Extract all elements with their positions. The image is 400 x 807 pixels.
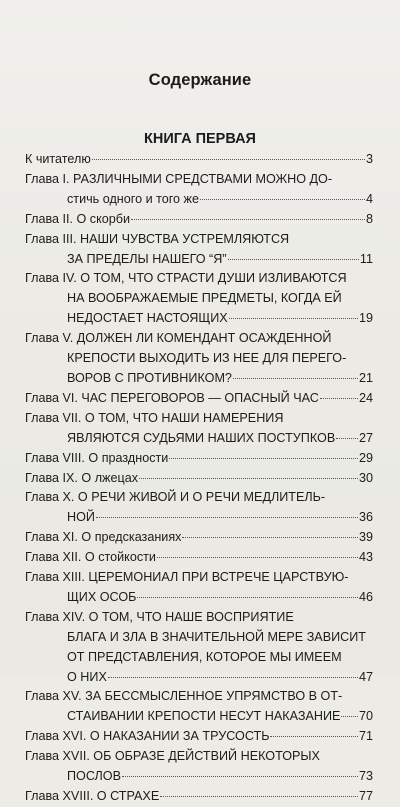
toc-entry-title: ОТ ПРЕДСТАВЛЕНИЯ, КОТОРОЕ МЫ ИМЕЕМ: [67, 649, 342, 664]
toc-entry: [25, 747, 373, 787]
toc-entry-title: Глава I. РАЗЛИЧНЫМИ СРЕДСТВАМИ МОЖНО ДО-: [25, 171, 333, 186]
toc-page-number: 71: [358, 729, 373, 744]
toc-entry-title: ВОРОВ С ПРОТИВНИКОМ?: [67, 370, 232, 385]
dot-leader: [228, 259, 359, 260]
toc-page-number: 47: [358, 669, 373, 684]
dot-leader: [200, 199, 365, 200]
toc-entry-title: Глава XVIII. О СТРАХЕ: [25, 789, 160, 803]
toc-page-number: 36: [358, 510, 373, 525]
toc-entry-line: [25, 588, 373, 608]
toc-entry-title: Глава VII. О ТОМ, ЧТО НАШИ НАМЕРЕНИЯ: [25, 410, 284, 425]
toc-entry-line: [25, 469, 373, 489]
toc-entry: [25, 150, 373, 170]
toc-page-number: 21: [358, 370, 373, 385]
toc-entry-line: [25, 668, 373, 688]
page-heading: Содержание: [148, 71, 252, 89]
toc-entry-line: [25, 150, 373, 170]
toc-entry: [25, 269, 373, 329]
toc-entry: [25, 727, 373, 747]
toc-entry-title: К читателю: [25, 152, 91, 166]
toc-entry-title: Глава XIII. ЦЕРЕМОНИАЛ ПРИ ВСТРЕЧЕ ЦАРСТВУЮ-: [25, 570, 349, 585]
toc-entry-line: [25, 608, 373, 628]
toc-entry: [25, 329, 373, 389]
toc-page-number: 39: [358, 530, 373, 545]
toc-page-number: 3: [365, 152, 373, 166]
toc-entry-line: [25, 747, 373, 767]
toc-entry-line: [25, 389, 373, 409]
toc-entry-title: стичь одного и того же: [67, 191, 199, 206]
toc-entry-line: [25, 269, 373, 289]
toc-entry: [25, 528, 373, 548]
toc-entry: [25, 210, 373, 230]
toc-entry: [25, 568, 373, 608]
dot-leader: [122, 776, 358, 777]
dot-leader: [341, 716, 358, 717]
table-of-contents: [25, 150, 373, 807]
dot-leader: [92, 159, 365, 160]
toc-entry-title: ЗА ПРЕДЕЛЫ НАШЕГО “Я”: [67, 251, 227, 266]
toc-entry-title: Глава XVII. ОБ ОБРАЗЕ ДЕЙСТВИЙ НЕКОТОРЫХ: [25, 749, 320, 764]
toc-entry-line: [25, 170, 373, 190]
toc-page-number: 27: [358, 430, 373, 445]
toc-page-number: 43: [358, 550, 373, 565]
book-title: КНИГА ПЕРВАЯ: [144, 131, 256, 147]
toc-entry-line: [25, 648, 373, 668]
toc-entry-line: [25, 329, 373, 349]
toc-entry: [25, 409, 373, 449]
toc-entry-line: [25, 210, 373, 230]
toc-entry-line: [25, 727, 373, 747]
toc-entry-line: [25, 230, 373, 250]
toc-entry-title: Глава XII. О стойкости: [25, 550, 156, 565]
toc-entry-line: [25, 289, 373, 309]
toc-entry-title: Глава VIII. О праздности: [25, 450, 169, 465]
toc-entry-title: НА ВООБРАЖАЕМЫЕ ПРЕДМЕТЫ, КОГДА ЕЙ: [67, 291, 342, 306]
toc-entry-title: ЩИХ ОСОБ: [67, 589, 137, 604]
toc-entry-title: НОЙ: [67, 510, 95, 525]
dot-leader: [108, 677, 358, 678]
toc-entry-title: Глава VI. ЧАС ПЕРЕГОВОРОВ — ОПАСНЫЙ ЧАС: [25, 390, 319, 405]
toc-entry: [25, 608, 373, 688]
toc-page-number: 24: [358, 390, 373, 405]
toc-entry-line: [25, 449, 373, 469]
toc-entry-title: Глава V. ДОЛЖЕН ЛИ КОМЕНДАНТ ОСАЖДЕННОЙ: [25, 331, 332, 346]
toc-entry-line: [25, 349, 373, 369]
dot-leader: [229, 318, 358, 319]
toc-page-number: 30: [358, 470, 373, 485]
toc-entry: [25, 469, 373, 489]
toc-entry-title: КРЕПОСТИ ВЫХОДИТЬ ИЗ НЕЕ ДЛЯ ПЕРЕГО-: [67, 351, 347, 366]
toc-entry: [25, 488, 373, 528]
toc-entry-title: Глава XVI. О НАКАЗАНИИ ЗА ТРУСОСТЬ: [25, 729, 270, 744]
toc-entry-title: Глава X. О РЕЧИ ЖИВОЙ И О РЕЧИ МЕДЛИТЕЛЬ-: [25, 490, 326, 505]
toc-entry-title: Глава II. О скорби: [25, 211, 131, 226]
toc-entry: [25, 687, 373, 727]
dot-leader: [169, 458, 358, 459]
toc-entry-line: [25, 767, 373, 787]
dot-leader: [320, 398, 358, 399]
dot-leader: [160, 796, 358, 797]
toc-entry-line: [25, 488, 373, 508]
toc-entry-line: [25, 787, 373, 807]
toc-entry-title: Глава XV. ЗА БЕССМЫСЛЕННОЕ УПРЯМСТВО В ОТ-: [25, 689, 343, 704]
toc-entry-line: [25, 309, 373, 329]
toc-entry-line: [25, 508, 373, 528]
toc-entry-line: [25, 409, 373, 429]
dot-leader: [182, 537, 358, 538]
toc-entry: [25, 787, 373, 807]
toc-entry-line: [25, 250, 373, 270]
toc-entry-line: [25, 628, 373, 648]
dot-leader: [131, 219, 365, 220]
toc-entry-line: [25, 548, 373, 568]
toc-entry-line: [25, 369, 373, 389]
toc-entry-line: [25, 568, 373, 588]
toc-entry-title: Глава IV. О ТОМ, ЧТО СТРАСТИ ДУШИ ИЗЛИВАЮТСЯ: [25, 271, 347, 286]
toc-entry-title: Глава XIV. О ТОМ, ЧТО НАШЕ ВОСПРИЯТИЕ: [25, 609, 294, 624]
toc-page-number: 8: [365, 211, 373, 226]
toc-entry: [25, 548, 373, 568]
dot-leader: [336, 438, 358, 439]
toc-entry-line: [25, 429, 373, 449]
dot-leader: [157, 557, 358, 558]
dot-leader: [137, 597, 358, 598]
toc-entry-title: Глава IX. О лжецах: [25, 470, 138, 485]
toc-entry-line: [25, 707, 373, 727]
dot-leader: [96, 517, 358, 518]
dot-leader: [139, 478, 358, 479]
toc-entry-title: СТАИВАНИИ КРЕПОСТИ НЕСУТ НАКАЗАНИЕ: [67, 709, 341, 724]
toc-entry-line: [25, 687, 373, 707]
dot-leader: [270, 736, 358, 737]
toc-page-number: 4: [365, 191, 373, 206]
toc-page-number: 46: [358, 589, 373, 604]
toc-entry-title: Глава III. НАШИ ЧУВСТВА УСТРЕМЛЯЮТСЯ: [25, 231, 290, 246]
toc-entry: [25, 389, 373, 409]
toc-entry: [25, 230, 373, 270]
toc-page-number: 11: [359, 251, 373, 266]
toc-page-number: 70: [358, 709, 373, 724]
toc-entry-line: [25, 190, 373, 210]
toc-entry-line: [25, 528, 373, 548]
toc-entry-title: БЛАГА И ЗЛА В ЗНАЧИТЕЛЬНОЙ МЕРЕ ЗАВИСИТ: [67, 629, 366, 644]
toc-entry-title: О НИХ: [67, 669, 107, 684]
toc-page-number: 29: [358, 450, 373, 465]
toc-entry-title: ПОСЛОВ: [67, 769, 121, 784]
toc-page-number: 77: [358, 789, 373, 803]
toc-entry-title: НЕДОСТАЕТ НАСТОЯЩИХ: [67, 311, 228, 326]
toc-page-number: 19: [358, 311, 373, 326]
toc-entry: [25, 170, 373, 210]
toc-entry: [25, 449, 373, 469]
toc-entry-title: Глава XI. О предсказаниях: [25, 530, 182, 545]
dot-leader: [233, 378, 358, 379]
toc-entry-title: ЯВЛЯЮТСЯ СУДЬЯМИ НАШИХ ПОСТУПКОВ: [67, 430, 336, 445]
toc-page-number: 73: [358, 769, 373, 784]
